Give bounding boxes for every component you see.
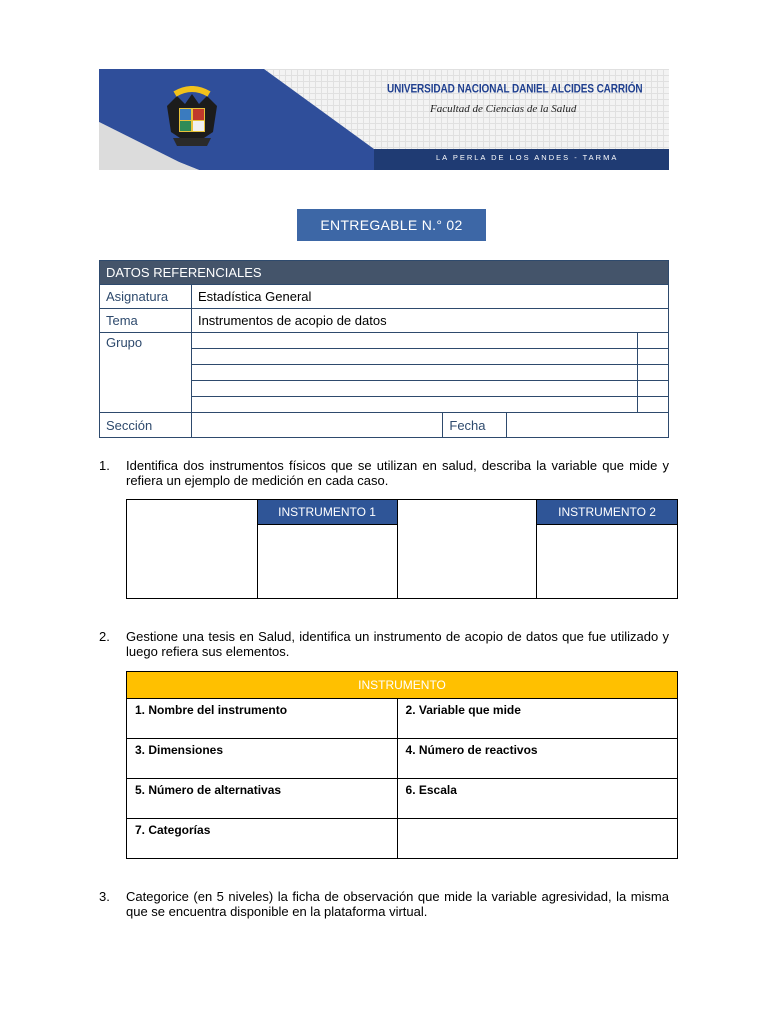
element-empty-cell[interactable] xyxy=(397,819,677,859)
grupo-member-code-field[interactable] xyxy=(638,397,669,413)
fecha-field[interactable] xyxy=(507,413,669,438)
element-nombre[interactable]: 1. Nombre del instrumento xyxy=(127,699,398,739)
element-reactivos[interactable]: 4. Número de reactivos xyxy=(397,739,677,779)
tema-label: Tema xyxy=(100,309,192,333)
reference-data-table xyxy=(99,260,669,438)
question-number: 2. xyxy=(99,629,110,644)
grupo-member-code-field[interactable] xyxy=(638,381,669,397)
element-escala[interactable]: 6. Escala xyxy=(397,779,677,819)
grupo-member-field[interactable] xyxy=(191,397,637,413)
instrument-2-image-cell[interactable] xyxy=(397,500,537,599)
instrument-elements-heading: INSTRUMENTO xyxy=(127,672,678,699)
tema-value[interactable]: Instrumentos de acopio de datos xyxy=(191,309,668,333)
seccion-field[interactable] xyxy=(191,413,442,438)
instruments-table xyxy=(126,499,678,599)
university-logo xyxy=(163,86,221,152)
asignatura-value[interactable]: Estadística General xyxy=(191,285,668,309)
question-1 xyxy=(99,458,669,488)
grupo-member-code-field[interactable] xyxy=(638,333,669,349)
question-2 xyxy=(99,629,669,659)
element-dimensiones[interactable]: 3. Dimensiones xyxy=(127,739,398,779)
question-number: 3. xyxy=(99,889,110,904)
question-text: Categorice (en 5 niveles) la ficha de observación que mide la variable agresividad, la misma que se encuentra disponible en la plataforma virtual. xyxy=(126,889,669,919)
question-text: Identifica dos instrumentos físicos que se utilizan en salud, describa la variable que mide y refiera un ejemplo de medición en cada caso. xyxy=(126,458,669,488)
seccion-label: Sección xyxy=(100,413,192,438)
question-number: 1. xyxy=(99,458,110,473)
fecha-label: Fecha xyxy=(443,413,507,438)
instrument-elements-table xyxy=(126,671,678,859)
grupo-member-field[interactable] xyxy=(191,333,637,349)
instrument-1-description-cell[interactable] xyxy=(257,525,397,599)
instrument-2-description-cell[interactable] xyxy=(537,525,678,599)
question-3 xyxy=(99,889,669,919)
grupo-member-code-field[interactable] xyxy=(638,365,669,381)
grupo-member-field[interactable] xyxy=(191,365,637,381)
document-title: ENTREGABLE N.° 02 xyxy=(297,209,486,241)
instrument-2-label: INSTRUMENTO 2 xyxy=(537,500,678,525)
element-categorias[interactable]: 7. Categorías xyxy=(127,819,398,859)
grupo-label: Grupo xyxy=(100,333,192,413)
question-text: Gestione una tesis en Salud, identifica un instrumento de acopio de datos que fue utilizado y luego refiera sus elementos. xyxy=(126,629,669,659)
asignatura-label: Asignatura xyxy=(100,285,192,309)
instrument-1-label: INSTRUMENTO 1 xyxy=(257,500,397,525)
header-banner xyxy=(99,69,669,170)
grupo-member-code-field[interactable] xyxy=(638,349,669,365)
university-name: UNIVERSIDAD NACIONAL DANIEL ALCIDES CARRIÓN xyxy=(387,83,643,96)
grupo-member-field[interactable] xyxy=(191,381,637,397)
instrument-1-image-cell[interactable] xyxy=(127,500,258,599)
faculty-name: Facultad de Ciencias de la Salud xyxy=(430,103,577,115)
element-alternativas[interactable]: 5. Número de alternativas xyxy=(127,779,398,819)
grupo-member-field[interactable] xyxy=(191,349,637,365)
university-motto: LA PERLA DE LOS ANDES - TARMA xyxy=(436,153,619,162)
reference-data-heading: DATOS REFERENCIALES xyxy=(100,261,669,285)
element-variable[interactable]: 2. Variable que mide xyxy=(397,699,677,739)
